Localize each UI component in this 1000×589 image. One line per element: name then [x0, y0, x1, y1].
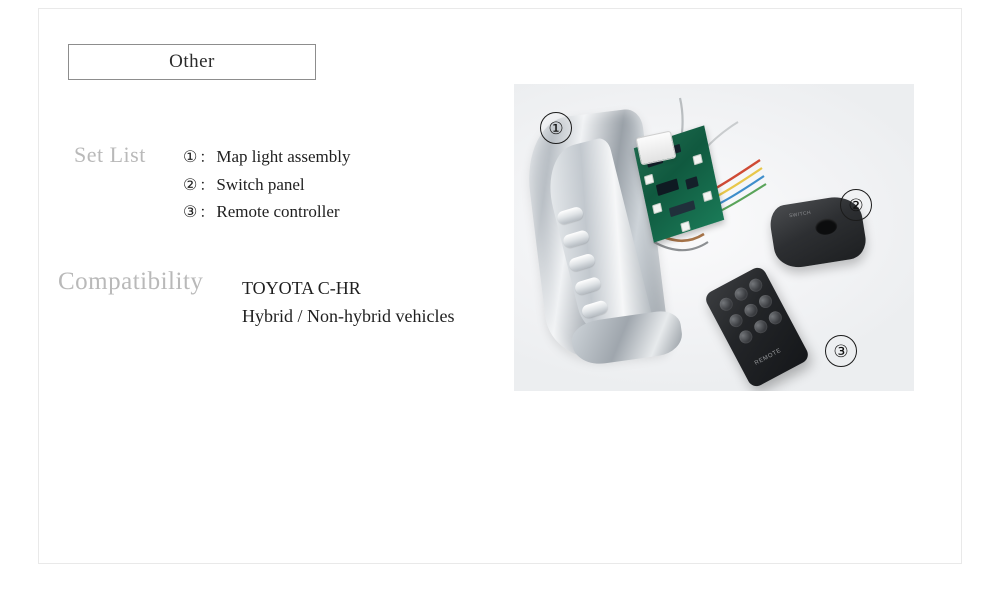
- item-separator: ：: [199, 205, 215, 221]
- set-list-label: Set List: [74, 142, 146, 167]
- remote-button: [747, 276, 765, 294]
- led-diode: [644, 174, 654, 186]
- callout-two: ②: [840, 189, 872, 221]
- callout-three: ③: [825, 335, 857, 367]
- pcb-component: [669, 200, 696, 217]
- led-diode: [680, 221, 690, 233]
- item-text: Remote controller: [216, 202, 340, 221]
- remote-button: [752, 318, 770, 336]
- remote-button: [757, 293, 775, 311]
- compatibility-line-2: Hybrid / Non-hybrid vehicles: [242, 306, 455, 326]
- product-photo: [514, 84, 914, 391]
- list-item: [183, 172, 350, 200]
- section-title-box: [68, 44, 316, 80]
- led-diode: [652, 203, 662, 215]
- switch-panel-logo: SWITCH: [788, 209, 812, 220]
- remote-button: [767, 309, 785, 327]
- section-title: Other: [169, 51, 215, 72]
- remote-button: [727, 312, 745, 330]
- item-number: ③: [183, 204, 198, 221]
- compatibility-label: Compatibility: [58, 268, 204, 295]
- item-text: Switch panel: [216, 174, 305, 194]
- remote-button: [742, 302, 760, 320]
- list-item: [183, 144, 350, 172]
- item-number: ①: [183, 149, 198, 166]
- callout-one: ①: [540, 112, 572, 144]
- led-diode: [702, 190, 712, 202]
- switch-panel-opening: [814, 217, 838, 236]
- item-number: ②: [183, 176, 198, 194]
- remote-button: [717, 295, 735, 313]
- pcb-component: [685, 176, 699, 190]
- remote-logo: REMOTE: [753, 347, 783, 367]
- item-separator: ：: [199, 177, 215, 194]
- pcb-component: [656, 178, 679, 196]
- item-text: Map light assembly: [216, 147, 351, 166]
- set-list: [183, 144, 350, 227]
- led-diode: [692, 154, 702, 166]
- item-separator: ：: [199, 150, 215, 166]
- remote-button: [732, 285, 750, 303]
- compatibility-value: [242, 274, 454, 330]
- compatibility-line-1: TOYOTA C-HR: [242, 278, 361, 298]
- list-item: [183, 199, 350, 227]
- remote-button: [737, 328, 755, 346]
